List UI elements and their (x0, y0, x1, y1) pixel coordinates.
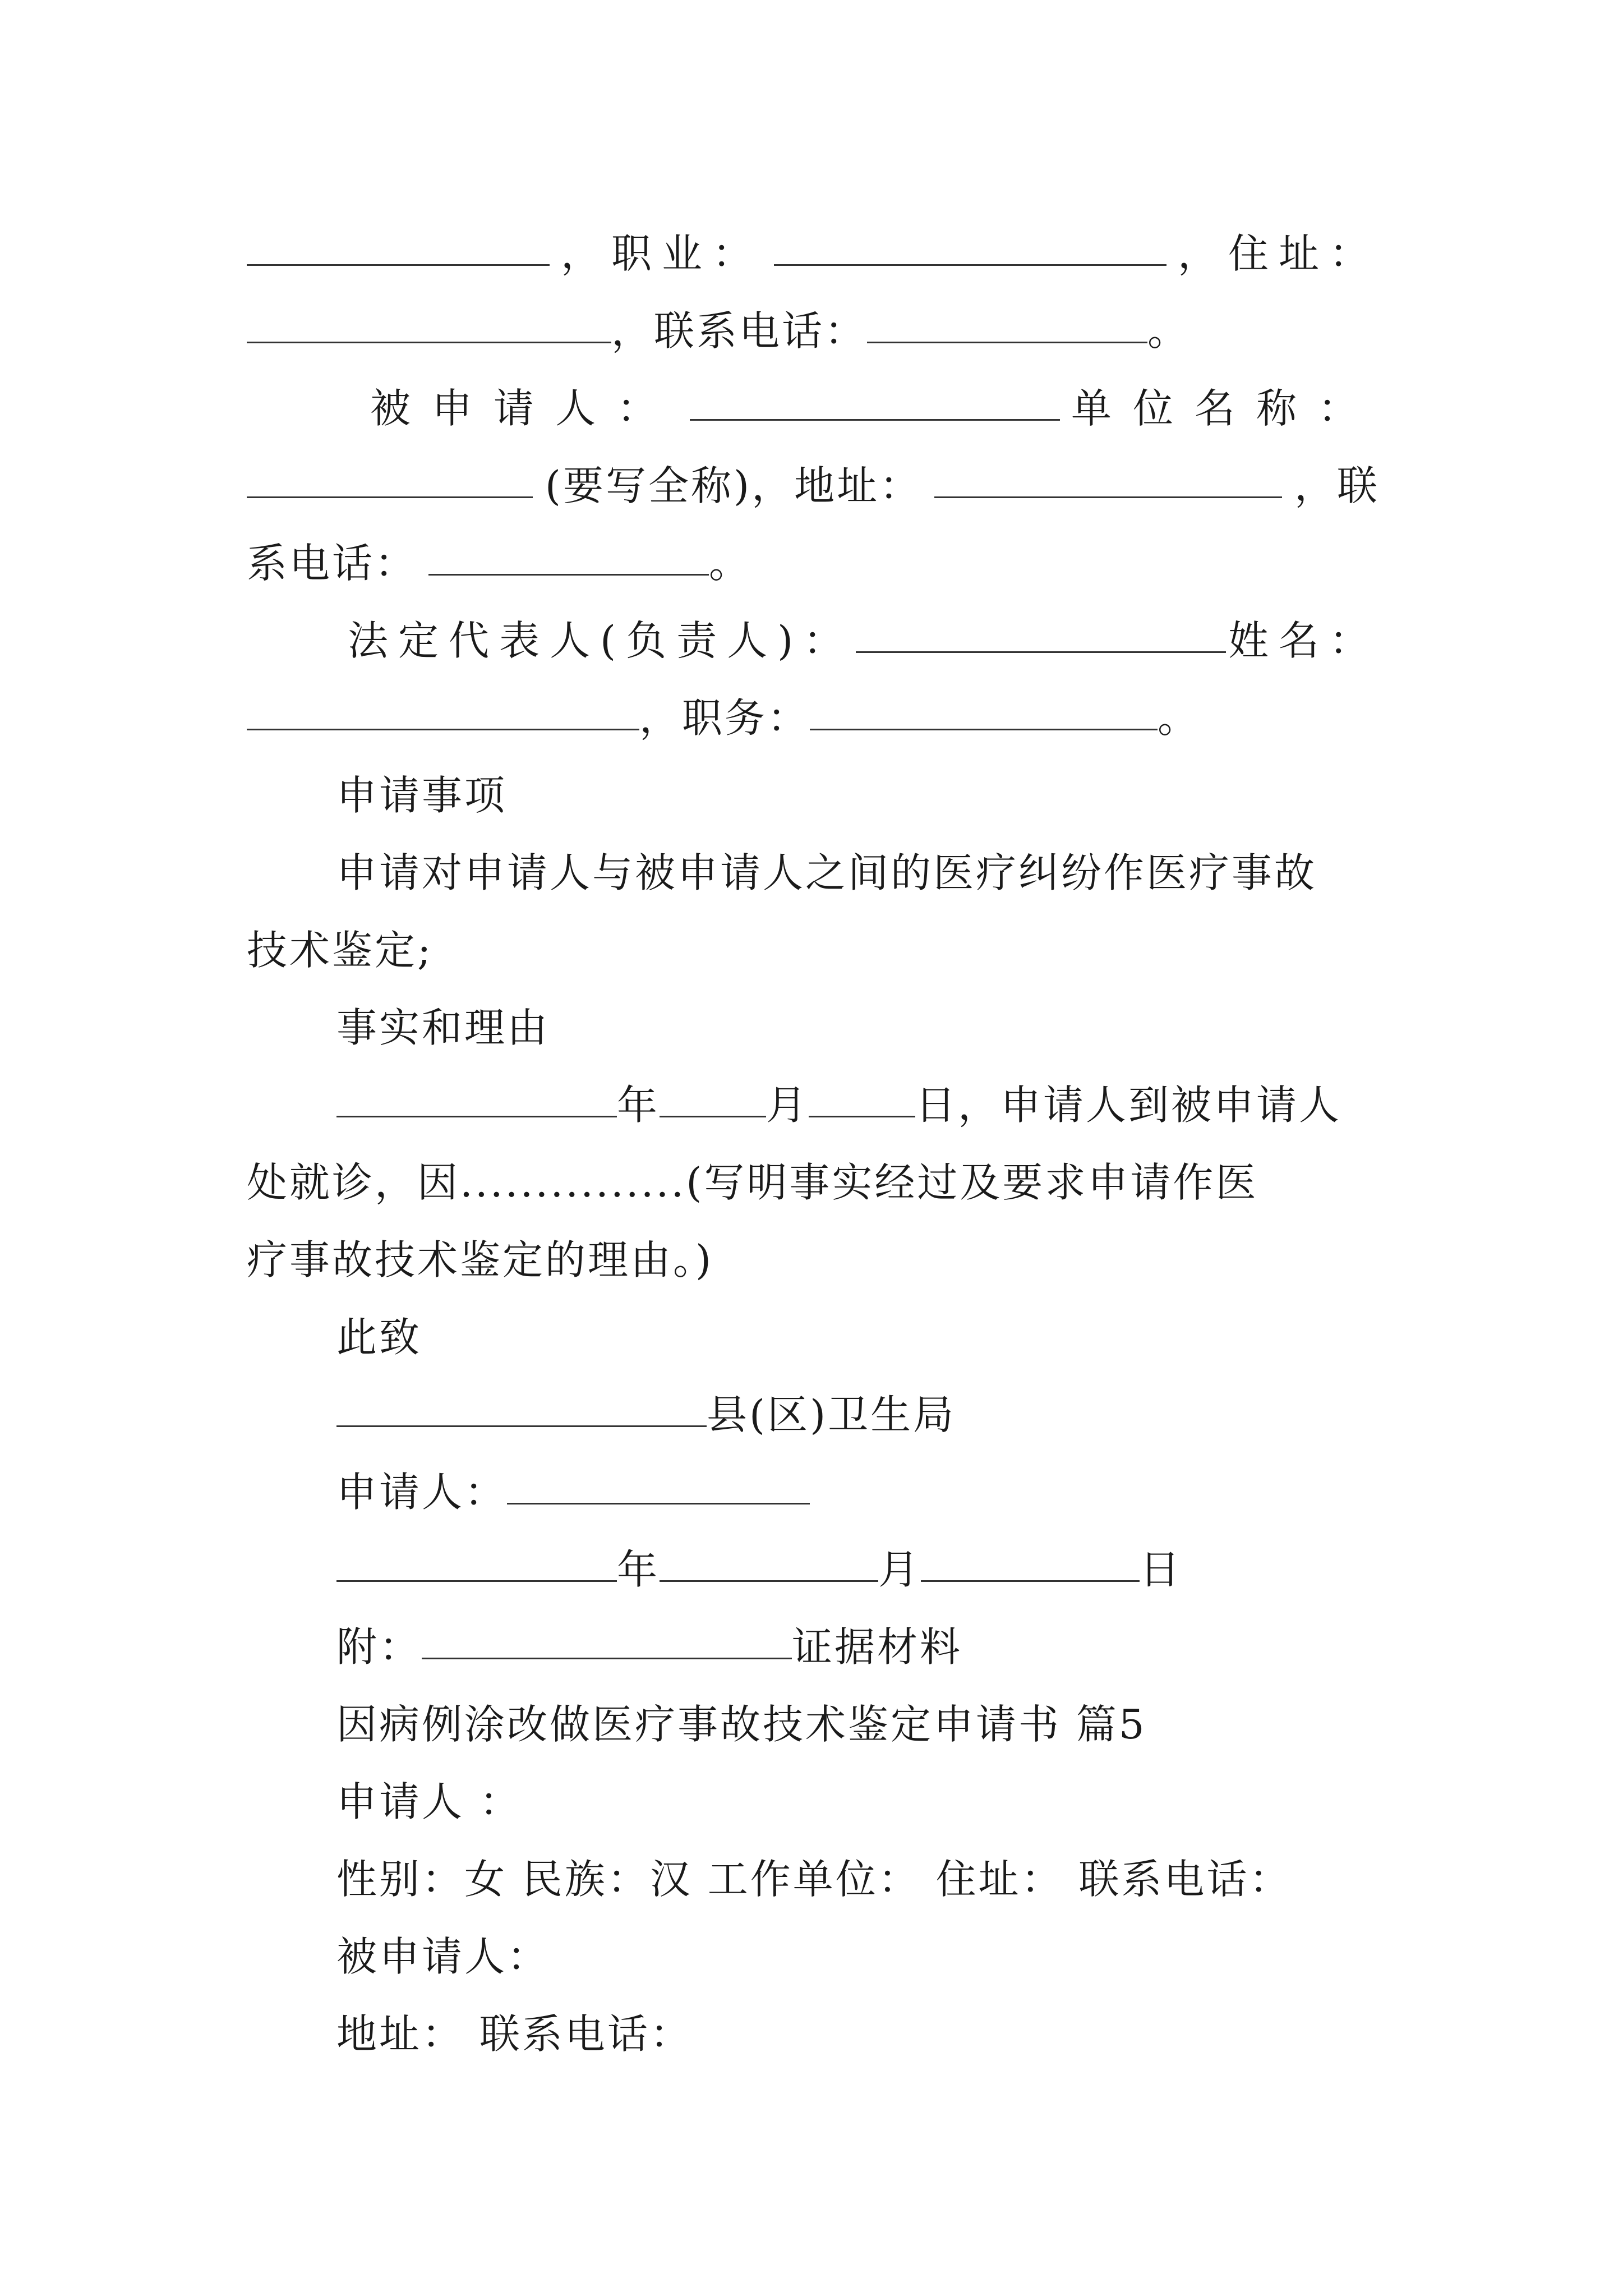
line-occupation-address (247, 196, 1380, 277)
label-fullname-address: (要写全称)，地址： (545, 462, 923, 509)
label-occupation: ，职业： (560, 230, 763, 277)
period: 。 (709, 540, 752, 587)
label-phone: ，联系电话： (611, 307, 868, 355)
heading-application-items: 申请事项 (336, 772, 508, 819)
label-address: ，住址： (1177, 230, 1380, 277)
blank-field[interactable] (810, 726, 1158, 730)
blank-year[interactable] (336, 1114, 617, 1117)
blank-field[interactable] (247, 494, 533, 498)
period: 。 (1147, 307, 1191, 355)
paragraph-request-cont: 技术鉴定; (247, 927, 434, 974)
line-respondent (370, 351, 1380, 432)
blank-month[interactable] (660, 1114, 766, 1117)
line-health-bureau: 县(区)卫生局 (336, 1358, 1380, 1435)
blank-month[interactable] (660, 1578, 878, 1582)
blank-day[interactable] (921, 1578, 1140, 1582)
paragraph-facts: 处就诊，因...............(写明事实经过及要求申请作医 (247, 1159, 1258, 1206)
section-title: 因病例涂改做医疗事故技术鉴定申请书 篇5 (336, 1701, 1147, 1748)
blank-field[interactable] (690, 417, 1060, 421)
blank-field[interactable] (247, 726, 639, 730)
line-respondent-phone (247, 506, 1380, 587)
line-respondent-2: 被申请人： (336, 1933, 550, 1980)
blank-field[interactable] (774, 262, 1166, 266)
line-address-phone: 地址： 联系电话： (336, 2010, 693, 2058)
line-applicant: 申请人 ： (336, 1778, 522, 1825)
label-unit-name: 单位名称： (1071, 385, 1380, 432)
label-name: 姓名： (1228, 617, 1380, 664)
line-applicant-signature: 申请人： (336, 1435, 1380, 1512)
line-phone (247, 274, 1380, 355)
blank-field[interactable] (867, 339, 1147, 343)
period: 。 (1158, 694, 1201, 742)
salutation: 此致 (336, 1314, 422, 1361)
blank-field[interactable] (934, 494, 1282, 498)
paragraph-request: 申请对申请人与被申请人之间的医疗纠纷作医疗事故 (336, 849, 1317, 896)
line-fullname-address (247, 429, 1380, 509)
line-attachment: 附： 证据材料 (336, 1623, 963, 1671)
blank-field[interactable] (422, 1655, 792, 1659)
paragraph-facts-cont: 疗事故技术鉴定的理由。) (247, 1236, 714, 1283)
blank-field[interactable] (856, 649, 1226, 653)
label-position: ，职务： (639, 694, 810, 742)
heading-facts-reasons: 事实和理由 (336, 1004, 550, 1051)
line-legal-rep (348, 583, 1380, 664)
text-lian: ，联 (1294, 462, 1380, 509)
line-visit-date: 年 月 日，申请人到被申请人 (336, 1048, 1380, 1125)
blank-day[interactable] (809, 1114, 915, 1117)
blank-year[interactable] (336, 1578, 617, 1582)
blank-field[interactable] (428, 572, 709, 576)
label-respondent: 被申请人： (370, 385, 679, 432)
line-sign-date: 年 月 日 (336, 1512, 1380, 1590)
line-applicant-details: 性别：女 民族：汉 工作单位： 住址： 联系电话： (336, 1856, 1292, 1903)
label-legal-rep: 法定代表人(负责人)： (348, 617, 854, 664)
blank-county[interactable] (336, 1423, 707, 1427)
blank-field[interactable] (247, 339, 611, 343)
blank-field[interactable] (247, 262, 550, 266)
blank-field[interactable] (507, 1501, 810, 1504)
line-position (247, 661, 1380, 742)
label-phone: 系电话： (247, 540, 418, 587)
